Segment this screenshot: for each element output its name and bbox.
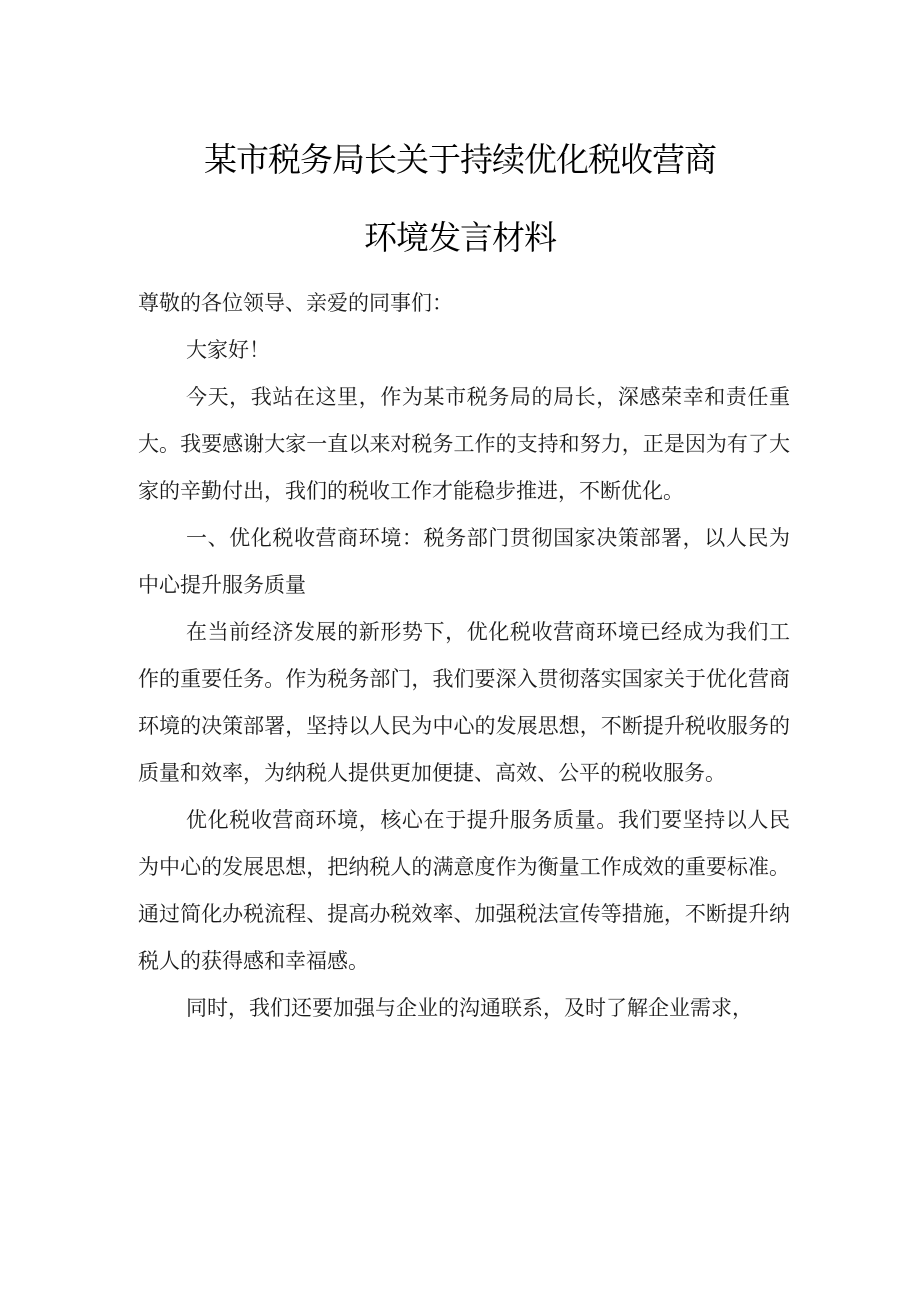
paragraph-context: 在当前经济发展的新形势下，优化税收营商环境已经成为我们工作的重要任务。作为税务部门，我们要深入贯彻落实国家关于优化营商环境的决策部署，坚持以人民为中心的发展思想，不断提升税收服务的质量和效率，为纳税人提供更加便捷、高效、公平的税收服务。 xyxy=(138,620,790,785)
paragraph-enterprise-communication: 同时，我们还要加强与企业的沟通联系，及时了解企业需求， xyxy=(186,996,753,1020)
salutation: 尊敬的各位领导、亲爱的同事们： xyxy=(138,291,453,315)
greeting: 大家好！ xyxy=(186,338,270,362)
document-title-line-1: 某市税务局长关于持续优化税收营商 xyxy=(204,140,716,179)
section-heading-1: 一、优化税收营商环境：税务部门贯彻国家决策部署，以人民为中心提升服务质量 xyxy=(138,526,790,597)
paragraph-intro: 今天，我站在这里，作为某市税务局的局长，深感荣幸和责任重大。我要感谢大家一直以来对税务工作的支持和努力，正是因为有了大家的辛勤付出，我们的税收工作才能稳步推进，不断优化。 xyxy=(138,385,790,503)
paragraph-service-quality: 优化税收营商环境，核心在于提升服务质量。我们要坚持以人民为中心的发展思想，把纳税人的满意度作为衡量工作成效的重要标准。通过简化办税流程、提高办税效率、加强税法宣传等措施，不断提升纳税人的获得感和幸福感。 xyxy=(138,808,790,973)
document-body xyxy=(138,280,790,1032)
document-title-line-2: 环境发言材料 xyxy=(364,218,556,257)
